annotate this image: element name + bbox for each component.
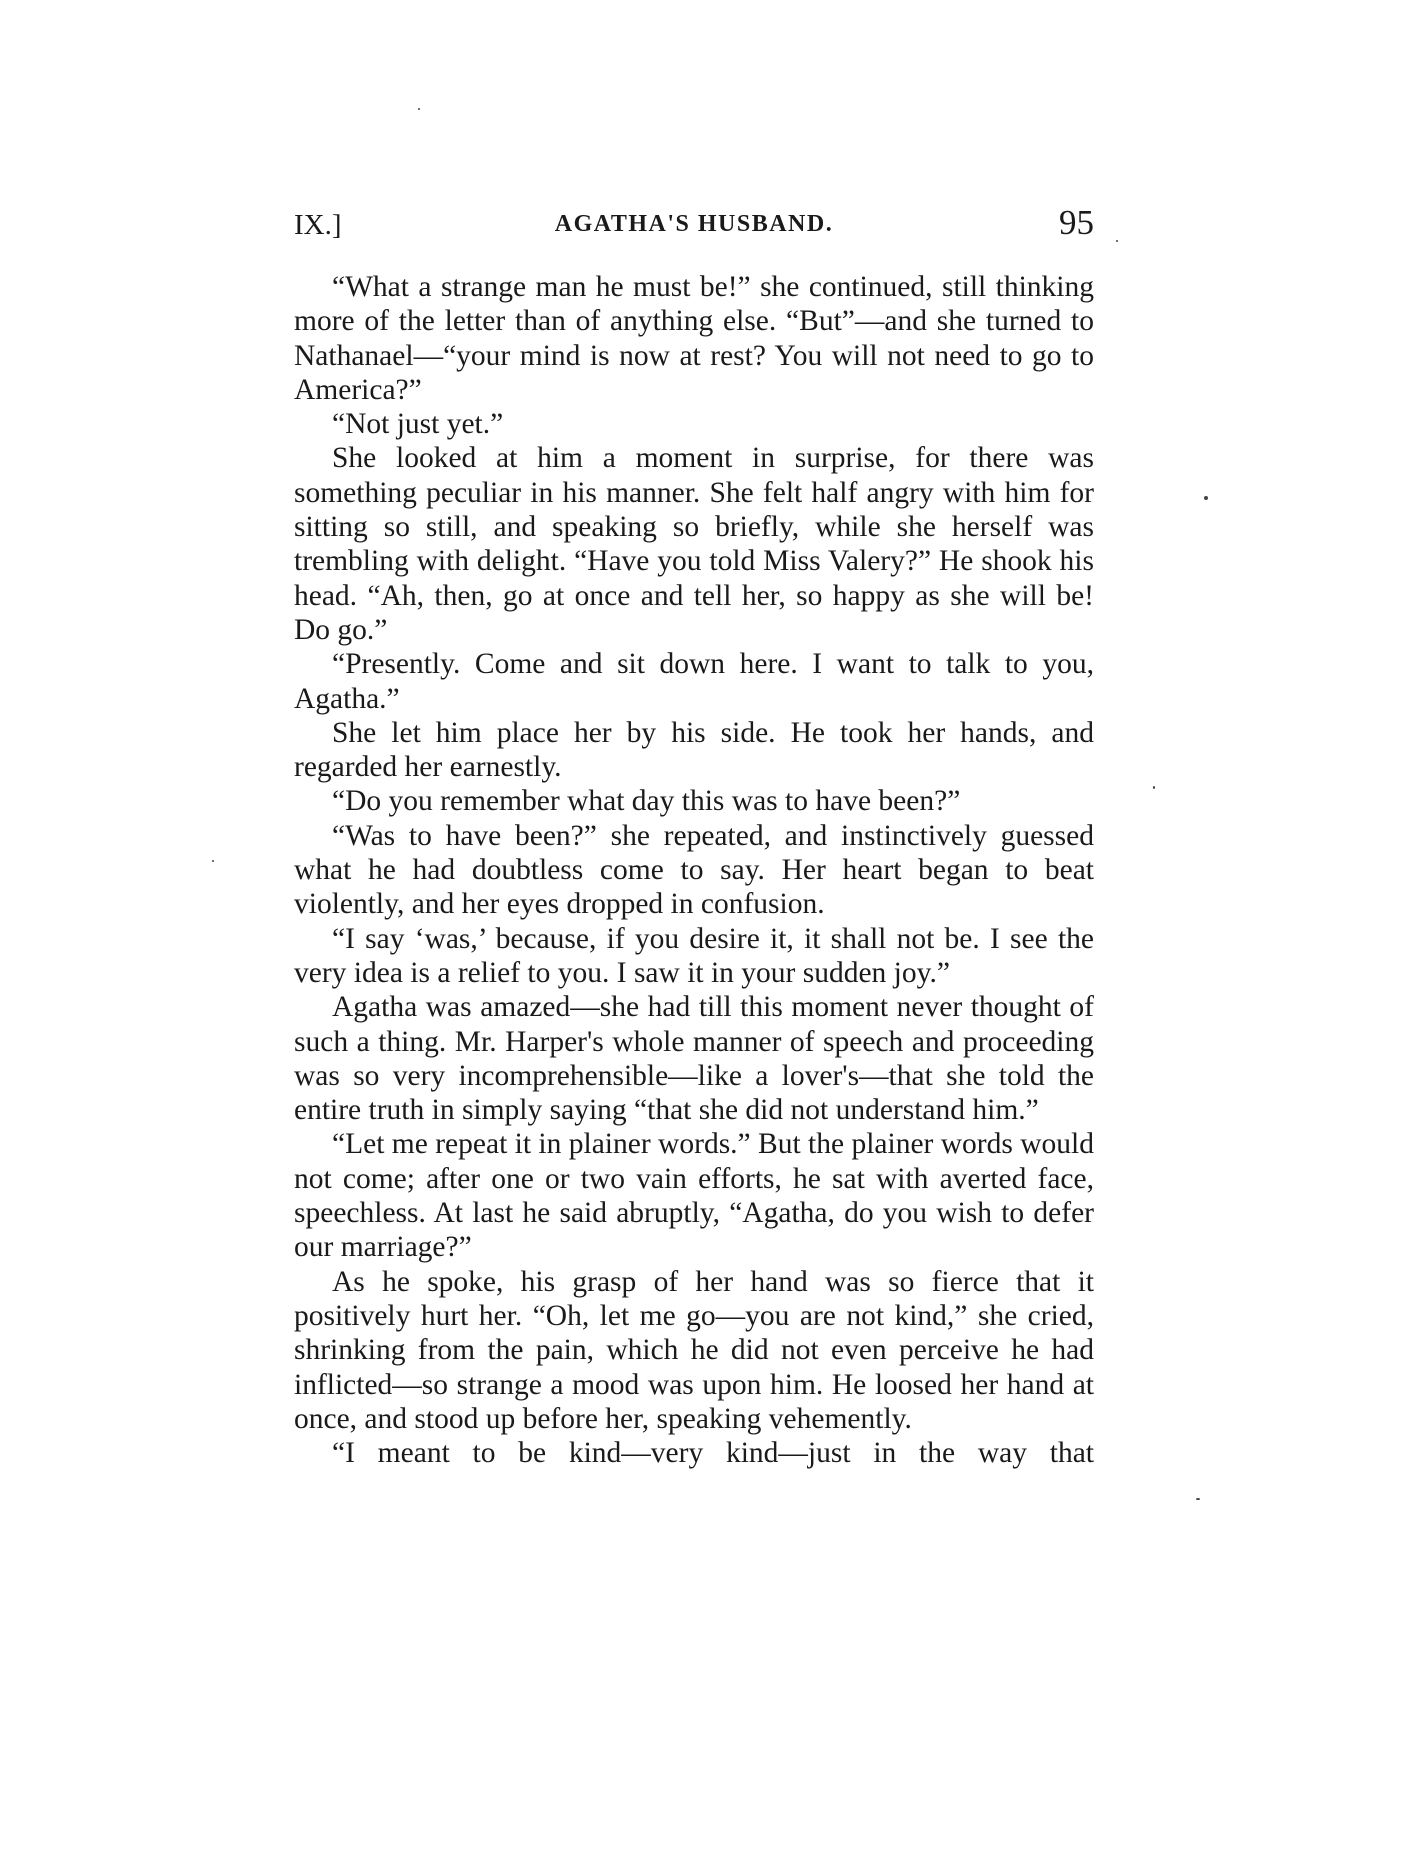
scan-speck: [1116, 240, 1118, 242]
paragraph: Agatha was amazed—she had till this moment never thought of such a thing. Mr. Harper's whole manner of speech and proceeding was so very incomprehensible—like a lover's—that she told the entire truth in simply saying “that she did not understand him.”: [294, 991, 1094, 1127]
running-header: [294, 203, 1094, 251]
paragraph: “Let me repeat it in plainer words.” But the plainer words would not come; after one or two vain efforts, he sat with averted face, speechless. At last he said abruptly, “Agatha, do you wish to defer our marriage?”: [294, 1128, 1094, 1264]
paragraph: “I say ‘was,’ because, if you desire it, it shall not be. I see the very idea is a relief to you. I saw it in your sudden joy.”: [294, 922, 1094, 989]
paragraph: “Do you remember what day this was to have been?”: [332, 785, 961, 818]
paragraph: She looked at him a moment in surprise, for there was something peculiar in his manner. She felt half angry with him for sitting so still, and speaking so briefly, while she herself was trembling with delight. “Have you told Miss Valery?” He shook his head. “Ah, then, go at once and tell her, so happy as she will be! Do go.”: [294, 442, 1094, 646]
chapter-marker: IX.]: [294, 209, 342, 241]
running-title: AGATHA'S HUSBAND.: [554, 211, 834, 237]
body-text: [294, 270, 1094, 1470]
scan-speck: [1196, 1498, 1200, 1500]
paragraph-continued: “I meant to be kind—very kind—just in the way that: [332, 1437, 1094, 1470]
scan-speck: [1204, 496, 1208, 500]
paragraph: As he spoke, his grasp of her hand was so fierce that it positively hurt her. “Oh, let me go—you are not kind,” she cried, shrinking from the pain, which he did not even perceive he had inflicted—so strange a mood was upon him. He loosed her hand at once, and stood up before her, speaking vehemently.: [294, 1265, 1094, 1435]
paragraph: “Was to have been?” she repeated, and instinctively guessed what he had doubtless come to say. Her heart began to beat violently, and her eyes dropped in confusion.: [294, 819, 1094, 921]
paragraph: “Not just yet.”: [332, 408, 504, 441]
scan-speck: [418, 108, 420, 110]
page-number: 95: [1059, 203, 1094, 242]
scan-speck: [212, 860, 214, 862]
paragraph: “Presently. Come and sit down here. I want to talk to you, Agatha.”: [294, 648, 1094, 715]
scan-speck: [1153, 786, 1155, 789]
paragraph: She let him place her by his side. He took her hands, and regarded her earnestly.: [294, 716, 1094, 784]
paragraph: “What a strange man he must be!” she continued, still thinking more of the letter than of anything else. “But”—and she turned to Nathanael—“your mind is now at rest? You will not need to go to America?”: [294, 271, 1094, 406]
